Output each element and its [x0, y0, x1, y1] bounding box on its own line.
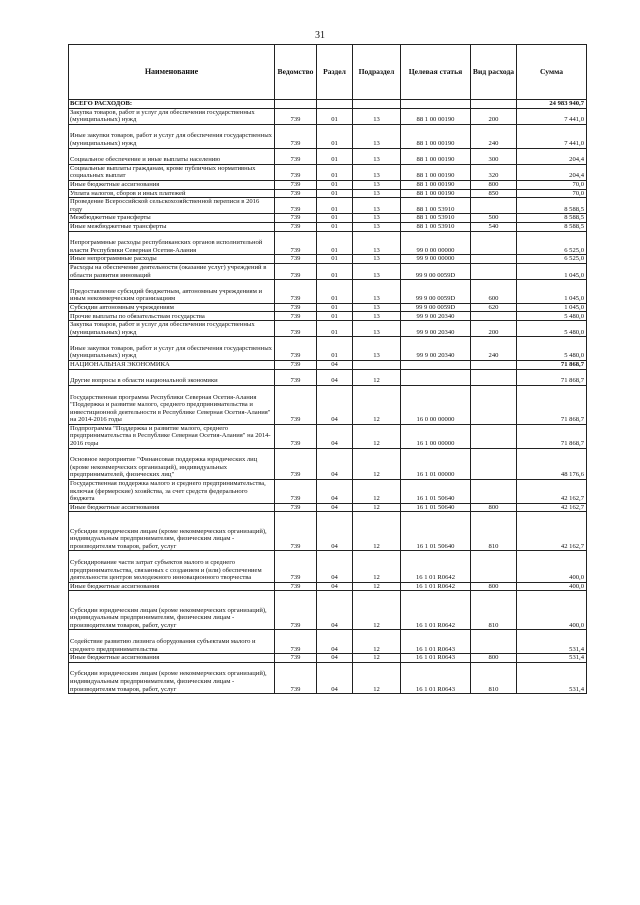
table-row: [69, 255, 587, 264]
table-row: [69, 198, 587, 214]
row-target-article-cell: 88 1 00 00190: [401, 148, 471, 164]
row-expense-type-cell: 600: [471, 280, 517, 304]
row-amount-cell: 71 868,7: [517, 424, 587, 448]
row-subsection-cell: 12: [353, 512, 401, 551]
row-target-article-cell: 16 1 01 R0643: [401, 630, 471, 654]
row-expense-type-cell: 850: [471, 189, 517, 198]
row-amount-cell: 7 441,0: [517, 124, 587, 148]
row-expense-type-cell: 540: [471, 222, 517, 231]
row-name-cell: НАЦИОНАЛЬНАЯ ЭКОНОМИКА: [69, 361, 275, 370]
row-expense-type-cell: 200: [471, 108, 517, 124]
row-target-article-cell: 88 1 00 00190: [401, 164, 471, 180]
table-row: [69, 231, 587, 255]
row-section-cell: 04: [317, 385, 353, 424]
row-subsection-cell: 13: [353, 303, 401, 312]
row-name-cell: Предоставление субсидий бюджетным, автономным учреждениям и иным некоммерческим организациям: [69, 280, 275, 304]
row-subsection-cell: 12: [353, 582, 401, 591]
row-department-cell: 739: [275, 503, 317, 512]
row-department-cell: 739: [275, 551, 317, 582]
table-row: [69, 189, 587, 198]
row-amount-cell: 5 480,0: [517, 321, 587, 337]
row-target-article-cell: [401, 100, 471, 109]
row-target-article-cell: 88 1 00 53910: [401, 214, 471, 223]
row-subsection-cell: [353, 100, 401, 109]
row-target-article-cell: 99 0 00 00000: [401, 231, 471, 255]
row-subsection-cell: 13: [353, 255, 401, 264]
row-department-cell: 739: [275, 385, 317, 424]
row-section-cell: 04: [317, 424, 353, 448]
row-target-article-cell: 99 9 00 0059D: [401, 280, 471, 304]
row-name-cell: Иные бюджетные ассигнования: [69, 180, 275, 189]
row-target-article-cell: 16 1 00 00000: [401, 424, 471, 448]
row-section-cell: 04: [317, 551, 353, 582]
row-department-cell: 739: [275, 303, 317, 312]
table-row: [69, 424, 587, 448]
table-row: [69, 148, 587, 164]
row-subsection-cell: 12: [353, 448, 401, 479]
row-amount-cell: 71 868,7: [517, 361, 587, 370]
row-expense-type-cell: [471, 424, 517, 448]
row-amount-cell: 204,4: [517, 148, 587, 164]
row-name-cell: Иные бюджетные ассигнования: [69, 503, 275, 512]
row-name-cell: Иные закупки товаров, работ и услуг для обеспечения государственных (муниципальных) нужд: [69, 124, 275, 148]
row-section-cell: 04: [317, 361, 353, 370]
row-amount-cell: 42 162,7: [517, 512, 587, 551]
row-target-article-cell: 88 1 00 00190: [401, 108, 471, 124]
row-name-cell: Субсидирование части затрат субъектов малого и среднего предпринимательства, связанных с созданием и (или) обеспечением деятельности центров молодежного инновационного творчества: [69, 551, 275, 582]
row-amount-cell: 71 868,7: [517, 385, 587, 424]
row-department-cell: 739: [275, 361, 317, 370]
table-row: [69, 180, 587, 189]
row-subsection-cell: 12: [353, 424, 401, 448]
row-amount-cell: 204,4: [517, 164, 587, 180]
row-expense-type-cell: [471, 480, 517, 504]
row-name-cell: Межбюджетные трансферты: [69, 214, 275, 223]
row-name-cell: Другие вопросы в области национальной экономики: [69, 369, 275, 385]
row-subsection-cell: 13: [353, 164, 401, 180]
row-target-article-cell: 88 1 00 53910: [401, 198, 471, 214]
row-department-cell: 739: [275, 198, 317, 214]
row-subsection-cell: 13: [353, 108, 401, 124]
table-row: [69, 662, 587, 693]
row-expense-type-cell: 500: [471, 214, 517, 223]
row-subsection-cell: 13: [353, 148, 401, 164]
row-target-article-cell: 88 1 00 53910: [401, 222, 471, 231]
row-expense-type-cell: 800: [471, 503, 517, 512]
row-section-cell: 04: [317, 630, 353, 654]
row-target-article-cell: 16 1 01 R0642: [401, 582, 471, 591]
budget-table: [68, 44, 587, 694]
row-target-article-cell: 16 1 01 R0642: [401, 551, 471, 582]
row-expense-type-cell: [471, 369, 517, 385]
table-row: [69, 280, 587, 304]
table-row: [69, 448, 587, 479]
row-subsection-cell: 13: [353, 231, 401, 255]
row-expense-type-cell: 800: [471, 582, 517, 591]
row-section-cell: 01: [317, 337, 353, 361]
row-section-cell: 01: [317, 180, 353, 189]
row-name-cell: Закупка товаров, работ и услуг для обеспечения государственных (муниципальных) нужд: [69, 108, 275, 124]
row-expense-type-cell: 200: [471, 321, 517, 337]
row-section-cell: 04: [317, 662, 353, 693]
row-subsection-cell: 13: [353, 180, 401, 189]
row-section-cell: 01: [317, 108, 353, 124]
table-row: [69, 654, 587, 663]
table-header-row: [69, 45, 587, 100]
row-name-cell: Государственная поддержка малого и среднего предпринимательства, включая (фермерские) хозяйства, за счет средств федерального бюджета: [69, 480, 275, 504]
header-target-article: Целевая статья: [401, 45, 471, 100]
table-body: [69, 100, 587, 694]
row-section-cell: 01: [317, 148, 353, 164]
row-name-cell: Проведение Всероссийской сельскохозяйственной переписи в 2016 году: [69, 198, 275, 214]
row-amount-cell: 7 441,0: [517, 108, 587, 124]
row-name-cell: ВСЕГО РАСХОДОВ:: [69, 100, 275, 109]
row-expense-type-cell: [471, 361, 517, 370]
row-section-cell: 01: [317, 321, 353, 337]
row-subsection-cell: 13: [353, 214, 401, 223]
header-expense-type: Вид расхода: [471, 45, 517, 100]
row-expense-type-cell: [471, 263, 517, 279]
row-subsection-cell: 13: [353, 321, 401, 337]
row-target-article-cell: 99 9 00 0059D: [401, 303, 471, 312]
row-department-cell: 739: [275, 321, 317, 337]
row-department-cell: [275, 100, 317, 109]
table-row: [69, 263, 587, 279]
row-subsection-cell: 13: [353, 124, 401, 148]
row-name-cell: Иные бюджетные ассигнования: [69, 654, 275, 663]
row-section-cell: 01: [317, 280, 353, 304]
table-row: [69, 312, 587, 321]
table-row: [69, 361, 587, 370]
row-expense-type-cell: [471, 630, 517, 654]
row-expense-type-cell: 810: [471, 512, 517, 551]
row-department-cell: 739: [275, 448, 317, 479]
row-amount-cell: 400,0: [517, 591, 587, 630]
row-subsection-cell: 12: [353, 369, 401, 385]
row-section-cell: 04: [317, 654, 353, 663]
row-name-cell: Основное мероприятие "Финансовая поддержка юридических лиц (кроме некоммерческих организаций), индивидуальных предпринимателей, физических лиц": [69, 448, 275, 479]
row-section-cell: 01: [317, 312, 353, 321]
row-expense-type-cell: 300: [471, 148, 517, 164]
row-amount-cell: 48 176,6: [517, 448, 587, 479]
row-subsection-cell: 12: [353, 385, 401, 424]
table-row: [69, 164, 587, 180]
row-name-cell: Субсидии юридическим лицам (кроме некоммерческих организаций), индивидуальным предпринимателям, физическим лицам - производителям товаров, работ, услуг: [69, 591, 275, 630]
row-amount-cell: 1 045,0: [517, 263, 587, 279]
row-amount-cell: 400,0: [517, 551, 587, 582]
row-amount-cell: 6 525,0: [517, 231, 587, 255]
row-department-cell: 739: [275, 337, 317, 361]
table-row: [69, 551, 587, 582]
row-expense-type-cell: 620: [471, 303, 517, 312]
row-amount-cell: 531,4: [517, 654, 587, 663]
row-name-cell: Иные закупки товаров, работ и услуг для обеспечения государственных (муниципальных) нужд: [69, 337, 275, 361]
row-department-cell: 739: [275, 662, 317, 693]
row-target-article-cell: 99 9 00 00000: [401, 255, 471, 264]
row-amount-cell: 400,0: [517, 582, 587, 591]
row-section-cell: 04: [317, 591, 353, 630]
row-expense-type-cell: 800: [471, 180, 517, 189]
row-section-cell: 01: [317, 164, 353, 180]
row-expense-type-cell: [471, 255, 517, 264]
row-target-article-cell: 16 0 00 00000: [401, 385, 471, 424]
row-subsection-cell: [353, 361, 401, 370]
table-row: [69, 512, 587, 551]
row-target-article-cell: 16 1 01 50640: [401, 512, 471, 551]
row-name-cell: Субсидии юридическим лицам (кроме некоммерческих организаций), индивидуальным предпринимателям, физическим лицам - производителям товаров, работ, услуг: [69, 512, 275, 551]
row-amount-cell: 42 162,7: [517, 503, 587, 512]
row-name-cell: Уплата налогов, сборов и иных платежей: [69, 189, 275, 198]
row-department-cell: 739: [275, 180, 317, 189]
row-name-cell: Подпрограмма "Поддержка и развитие малого, среднего предпринимательства в Республике Северная Осетия-Алания" на 2014-2016 годы: [69, 424, 275, 448]
row-subsection-cell: 12: [353, 654, 401, 663]
row-target-article-cell: 88 1 00 00190: [401, 124, 471, 148]
row-expense-type-cell: [471, 551, 517, 582]
row-target-article-cell: [401, 361, 471, 370]
table-row: [69, 480, 587, 504]
row-section-cell: 01: [317, 303, 353, 312]
row-section-cell: 01: [317, 124, 353, 148]
row-department-cell: 739: [275, 654, 317, 663]
row-target-article-cell: [401, 369, 471, 385]
row-amount-cell: 1 045,0: [517, 303, 587, 312]
row-amount-cell: 531,4: [517, 630, 587, 654]
table-row: [69, 100, 587, 109]
row-department-cell: 739: [275, 231, 317, 255]
row-amount-cell: 5 480,0: [517, 312, 587, 321]
row-section-cell: 01: [317, 255, 353, 264]
row-expense-type-cell: [471, 448, 517, 479]
row-name-cell: Содействие развитию лизинга оборудования субъектами малого и среднего предпринимательства: [69, 630, 275, 654]
row-department-cell: 739: [275, 164, 317, 180]
row-target-article-cell: 99 9 00 20340: [401, 312, 471, 321]
row-department-cell: 739: [275, 214, 317, 223]
row-name-cell: Закупка товаров, работ и услуг для обеспечения государственных (муниципальных) нужд: [69, 321, 275, 337]
table-row: [69, 385, 587, 424]
row-amount-cell: 5 480,0: [517, 337, 587, 361]
row-department-cell: 739: [275, 582, 317, 591]
table-row: [69, 303, 587, 312]
row-subsection-cell: 13: [353, 263, 401, 279]
row-section-cell: 01: [317, 198, 353, 214]
row-section-cell: 04: [317, 448, 353, 479]
row-subsection-cell: 12: [353, 662, 401, 693]
row-section-cell: 01: [317, 189, 353, 198]
row-name-cell: Государственная программа Республики Северная Осетия-Алания "Поддержка и развитие малого, среднего предпринимательства и инвестиционной деятельности в Республике Северная Осетия-Алания" на 2014-2016 годы: [69, 385, 275, 424]
row-target-article-cell: 16 1 01 R0643: [401, 662, 471, 693]
row-section-cell: 04: [317, 369, 353, 385]
table-row: [69, 222, 587, 231]
row-section-cell: 01: [317, 222, 353, 231]
row-subsection-cell: 12: [353, 591, 401, 630]
row-amount-cell: 71 868,7: [517, 369, 587, 385]
row-subsection-cell: 12: [353, 480, 401, 504]
row-department-cell: 739: [275, 312, 317, 321]
row-name-cell: Непрограммные расходы республиканских органов исполнительной власти Республики Северная Осетия-Алания: [69, 231, 275, 255]
row-section-cell: [317, 100, 353, 109]
row-amount-cell: 8 588,5: [517, 198, 587, 214]
row-section-cell: 01: [317, 231, 353, 255]
row-expense-type-cell: 320: [471, 164, 517, 180]
row-department-cell: 739: [275, 222, 317, 231]
row-expense-type-cell: [471, 231, 517, 255]
row-section-cell: 01: [317, 214, 353, 223]
header-amount: Сумма: [517, 45, 587, 100]
row-amount-cell: 70,0: [517, 189, 587, 198]
row-subsection-cell: 13: [353, 280, 401, 304]
row-target-article-cell: 99 9 00 20340: [401, 337, 471, 361]
row-target-article-cell: 16 1 01 50640: [401, 503, 471, 512]
row-target-article-cell: 16 1 01 R0642: [401, 591, 471, 630]
table-row: [69, 108, 587, 124]
row-department-cell: 739: [275, 369, 317, 385]
row-expense-type-cell: 240: [471, 124, 517, 148]
row-section-cell: 04: [317, 512, 353, 551]
table-row: [69, 214, 587, 223]
row-amount-cell: 531,4: [517, 662, 587, 693]
row-amount-cell: 70,0: [517, 180, 587, 189]
table-row: [69, 369, 587, 385]
table-row: [69, 321, 587, 337]
table-row: [69, 630, 587, 654]
row-name-cell: Иные бюджетные ассигнования: [69, 582, 275, 591]
row-name-cell: Социальное обеспечение и иные выплаты населению: [69, 148, 275, 164]
row-name-cell: Прочие выплаты по обязательствам государства: [69, 312, 275, 321]
table-row: [69, 337, 587, 361]
row-subsection-cell: 13: [353, 222, 401, 231]
row-section-cell: 04: [317, 480, 353, 504]
row-subsection-cell: 12: [353, 503, 401, 512]
row-expense-type-cell: [471, 198, 517, 214]
row-name-cell: Иные непрограммные расходы: [69, 255, 275, 264]
row-name-cell: Социальные выплаты гражданам, кроме публичных нормативных социальных выплат: [69, 164, 275, 180]
row-amount-cell: 6 525,0: [517, 255, 587, 264]
row-amount-cell: 24 983 940,7: [517, 100, 587, 109]
row-target-article-cell: 16 1 01 50640: [401, 480, 471, 504]
header-department: Ведомство: [275, 45, 317, 100]
row-target-article-cell: 16 1 01 R0643: [401, 654, 471, 663]
row-subsection-cell: 13: [353, 337, 401, 361]
row-department-cell: 739: [275, 280, 317, 304]
row-amount-cell: 8 588,5: [517, 214, 587, 223]
row-department-cell: 739: [275, 591, 317, 630]
row-department-cell: 739: [275, 512, 317, 551]
row-expense-type-cell: 240: [471, 337, 517, 361]
table-row: [69, 124, 587, 148]
table-row: [69, 591, 587, 630]
header-name: Наименование: [69, 45, 275, 100]
row-expense-type-cell: [471, 312, 517, 321]
row-subsection-cell: 12: [353, 551, 401, 582]
row-target-article-cell: 16 1 01 00000: [401, 448, 471, 479]
row-amount-cell: 8 588,5: [517, 222, 587, 231]
row-department-cell: 739: [275, 189, 317, 198]
row-department-cell: 739: [275, 424, 317, 448]
table-row: [69, 503, 587, 512]
row-target-article-cell: 88 1 00 00190: [401, 189, 471, 198]
header-section: Раздел: [317, 45, 353, 100]
row-section-cell: 04: [317, 582, 353, 591]
row-target-article-cell: 99 9 00 20340: [401, 321, 471, 337]
row-subsection-cell: 13: [353, 312, 401, 321]
page-number: 31: [315, 30, 325, 41]
row-expense-type-cell: 800: [471, 654, 517, 663]
row-section-cell: 01: [317, 263, 353, 279]
row-subsection-cell: 12: [353, 630, 401, 654]
row-target-article-cell: 88 1 00 00190: [401, 180, 471, 189]
row-name-cell: Субсидии автономным учреждениям: [69, 303, 275, 312]
row-department-cell: 739: [275, 263, 317, 279]
row-department-cell: 739: [275, 630, 317, 654]
row-name-cell: Расходы на обеспечение деятельности (оказание услуг) учреждений в области развития инноваций: [69, 263, 275, 279]
row-expense-type-cell: 810: [471, 591, 517, 630]
header-subsection: Подраздел: [353, 45, 401, 100]
row-department-cell: 739: [275, 108, 317, 124]
row-amount-cell: 1 045,0: [517, 280, 587, 304]
row-name-cell: Иные межбюджетные трансферты: [69, 222, 275, 231]
row-department-cell: 739: [275, 148, 317, 164]
table-row: [69, 582, 587, 591]
row-expense-type-cell: 810: [471, 662, 517, 693]
row-subsection-cell: 13: [353, 198, 401, 214]
row-target-article-cell: 99 9 00 0059D: [401, 263, 471, 279]
row-department-cell: 739: [275, 480, 317, 504]
row-section-cell: 04: [317, 503, 353, 512]
row-expense-type-cell: [471, 100, 517, 109]
row-department-cell: 739: [275, 255, 317, 264]
row-expense-type-cell: [471, 385, 517, 424]
row-amount-cell: 42 162,7: [517, 480, 587, 504]
row-subsection-cell: 13: [353, 189, 401, 198]
row-name-cell: Субсидии юридическим лицам (кроме некоммерческих организаций), индивидуальным предпринимателям, физическим лицам - производителям товаров, работ, услуг: [69, 662, 275, 693]
row-department-cell: 739: [275, 124, 317, 148]
